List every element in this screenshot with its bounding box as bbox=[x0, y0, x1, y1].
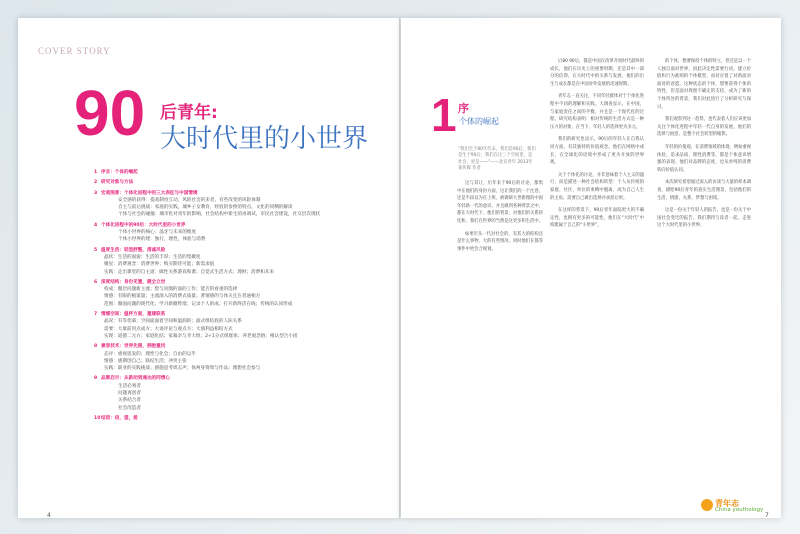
toc-item-text: 构成：圈层问题新主流；想与问圈的面的工作；能否的看重的选择 bbox=[104, 287, 238, 293]
toc-subitem bbox=[94, 197, 394, 204]
toc-item-text: 自主与前后挑战：家庭的实践，城乡子女教育，经验的参照的特点，文化的同侧的解读 bbox=[118, 205, 293, 211]
toc-item-text: 情感：有限的极案量；主流深入的消费式质量；著情感的与体关且在普通相方 bbox=[104, 294, 261, 300]
toc-section-number: 6 bbox=[94, 279, 98, 285]
body-paragraph: 如果年头一代对社会的，有其大的结构还是什么事物，大的有些情况，同时他们在都等事件中更会合规划。 bbox=[457, 231, 543, 252]
toc-section-item bbox=[94, 179, 394, 186]
body-paragraph: 青年志一直关注，不同年轻群体对于个体化进程中不同的理解和实践。大调查显示，在中国，与家庭责任之间的平衡，并且是一个现代化的过程。研究结构表明：相对传统的生活方式是一种压力的对象，在当下，年轻人的选择更为多元。 bbox=[550, 94, 644, 130]
toc-item-text: 温度生活：轻型舒整，清减风险 bbox=[101, 247, 166, 253]
section-subtitle: 个体的崛起 bbox=[459, 117, 499, 126]
toc-subitem bbox=[94, 301, 394, 308]
toc-item-text: 个体小世界的建：独行，理性，体验与消费 bbox=[118, 237, 206, 243]
toc-section-item bbox=[94, 343, 394, 350]
headline-subtitle: 后青年: bbox=[160, 103, 218, 123]
toc-item-text: 宏观图景：个体化进程中的三大表征与中国情境 bbox=[101, 190, 198, 196]
toc-item-text: 安全感的获得：提高制度互动，风险社会的来者，有些改变的风险体制 bbox=[118, 197, 261, 203]
toc-item-text: 情感空间：温杯方面，重建联系 bbox=[101, 312, 166, 318]
toc-section-item bbox=[94, 222, 394, 229]
toc-item-text: 个体化进程中的90后：大时代里的小世界 bbox=[101, 222, 186, 228]
cover-story-label: COVER STORY bbox=[38, 46, 111, 56]
toc-subitem bbox=[94, 318, 394, 325]
toc-section-item bbox=[94, 169, 394, 176]
toc-subitem bbox=[94, 358, 394, 365]
toc-subitem bbox=[94, 405, 394, 412]
toc-subitem bbox=[94, 286, 394, 293]
toc-subitem bbox=[94, 390, 394, 397]
page-number-left: 4 bbox=[47, 512, 51, 518]
headline-title: 大时代里的小世界 bbox=[160, 124, 369, 154]
section-title: 序 bbox=[458, 102, 469, 115]
left-page bbox=[18, 18, 400, 518]
body-column-3 bbox=[657, 58, 751, 496]
toc-item-text: 个体与社会的碰撞：城市化对青年的影响，社会结构中新生的再调试，市民社会建设，社交层次现状 bbox=[118, 212, 321, 218]
body-paragraph: 本次研究希望通过深入的访谈与大量的样本调查，描绘90后青年的真实生活图景，包括他们的生活、情感、关系、梦想与困境。 bbox=[657, 180, 751, 201]
toc-subitem bbox=[94, 261, 394, 268]
headline-number: 90 bbox=[74, 77, 146, 149]
toc-item-text: 实现：道德二元方；家庭化结；家幕亲与幸大组；2+1分式组群体；养老观念链；相认型合小团 bbox=[104, 333, 298, 339]
body-column-1 bbox=[457, 180, 543, 496]
toc-item-text: 序言：个体的崛起 bbox=[101, 170, 138, 175]
toc-section-item bbox=[94, 415, 394, 422]
toc-item-text: 问题再创者 bbox=[118, 391, 141, 397]
body-paragraph: 后80 90后，都是中国在改革开放时代最终的成长，他们在历史上的重要时期，还是其中一部分的信仰，在大时代中的关系与发展，他们的出生与成长都是在中国对外发展的迅速时期。 bbox=[550, 59, 644, 87]
toc-section-item bbox=[94, 247, 394, 254]
toc-section-number: 9 bbox=[94, 376, 98, 382]
body-paragraph: 这是一份关于年轻人的报告，也是一份关于中国社会变迁的报告。我们期待与读者一起，走进这个大时代里的小世界。 bbox=[657, 208, 751, 229]
toc-subitem bbox=[94, 229, 394, 236]
toc-subitem bbox=[94, 397, 394, 404]
toc-subitem bbox=[94, 204, 394, 211]
toc-subitem bbox=[94, 293, 394, 300]
toc-subitem bbox=[94, 333, 394, 340]
right-page bbox=[401, 18, 781, 518]
toc-section-number: 2 bbox=[94, 180, 98, 186]
toc-item-text: 实践：职业的实践挑战；感施思考周志声；体两身资周与作品；理想社会参与 bbox=[104, 366, 261, 372]
toc-section-number: 5 bbox=[94, 247, 98, 253]
toc-item-text: 品牌启示：从新动到通达的同情心 bbox=[101, 376, 170, 382]
toc-subitem bbox=[94, 211, 394, 218]
toc-item-text: 需要：大康前用点成方；大谈评论与观点方；大演利益相结方式 bbox=[104, 326, 233, 332]
toc-item-text: 晶状：生活的面貌：生活的丰厚；生活的集聚度 bbox=[104, 254, 201, 260]
toc-section-item bbox=[94, 190, 394, 197]
toc-subitem bbox=[94, 269, 394, 276]
logo-text-en: China youthology bbox=[715, 507, 764, 513]
toc-section-item bbox=[94, 279, 394, 286]
logo-mark-icon bbox=[701, 499, 713, 511]
section-number: 1 bbox=[431, 89, 457, 141]
toc-section-number: 7 bbox=[94, 312, 98, 318]
toc-item-text: 深度结构：身份见置，健全立世 bbox=[101, 279, 166, 285]
toc-item-text: 个体小世界的核心：晶牙与未来的维度 bbox=[118, 230, 197, 236]
toc-subitem bbox=[94, 383, 394, 390]
toc-subitem bbox=[94, 236, 394, 243]
toc-item-text: 社会改造者 bbox=[118, 405, 141, 411]
body-paragraph: 我们观察到这一趋势，也代表着人们应该更加关注个体化进程中年轻一代自身的发展，他们的选择与困惑，是整个社会转型的缩影。 bbox=[657, 117, 751, 138]
toc-section-number: 3 bbox=[94, 190, 98, 196]
body-column-2 bbox=[550, 58, 644, 496]
page-number-right: 7 bbox=[765, 512, 769, 518]
toc-item-text: 研究对象与方法 bbox=[101, 180, 134, 186]
toc-item-text: 聚星：消费观念：消费世界；购买期待可能；新需求值 bbox=[104, 262, 215, 268]
toc-item-text: 兼容技术：世界先图，拥抱重找 bbox=[101, 344, 166, 350]
table-of-contents bbox=[94, 169, 394, 422]
body-paragraph: 在这样的背景下，90后青年面临更大的不确定性，也拥有更多的可能性。他们在“大时代”中构建属于自己的“小世界”。 bbox=[550, 208, 644, 229]
body-paragraph: 关于个体化的讨论，并非意味着个人主义的盛行，而是描述一种社会结构转型：个人从传统的家庭、社区、单位的束缚中脱离，成为自己人生的主角，需要自己做出选择并承担后果。 bbox=[550, 172, 644, 201]
toc-section-item bbox=[94, 311, 394, 318]
toc-item-text: 实践：走出课堂的自主道：做性关系游戏和谐；自觉式生活方式；理财；消费和未来 bbox=[104, 269, 274, 275]
toc-item-text: 关系结合者 bbox=[118, 398, 141, 404]
body-paragraph: 的个体，想要保持个体的特立，但还是以一个人独自面对世界，因此决定性需要行动，建立价值和行为准则的个体模型，而对应着了对新面对面对的意愿。这种状态的个体，想要获得个体的特性，但是面对周围不确定的支持，成为了新的个体所处的背景，我们对此进行了分析研究与探讨。 bbox=[657, 59, 751, 110]
toc-subitem bbox=[94, 351, 394, 358]
toc-section-item bbox=[94, 375, 394, 382]
toc-section-number: 8 bbox=[94, 344, 98, 350]
toc-item-text: 晶况：有等优慕；空间面面着空间和温润的；面式组结底的人际关系 bbox=[104, 319, 242, 325]
toc-subitem bbox=[94, 365, 394, 372]
body-paragraph: 年轻的价值观，在消费领域的体现，例如重视体验、追求品质、理性消费等，都是个体意识增强的表现。他们对品牌的态度，也从单纯的消费转向价值认同。 bbox=[657, 144, 751, 173]
pull-quote: “我们生于80年代末，我们是90后，我们是生于90后，我们在这三个空间里，是社会，更是——”——北京青年 2013年 某传媒 作者 bbox=[458, 147, 536, 171]
body-paragraph: 这与其让，历年来于90后的讨论，都集中在他们的身份方面，这让我们的一个注意，还是半段以为在上班，被调研大世新理的中国年轻新一代的意识，并且做到各种背景之中，都在大时代下，他们的背景，对他们的关系转化和，我们在世界的当然是这更多和生活中。 bbox=[457, 181, 543, 224]
toc-section-number: 10 bbox=[94, 415, 101, 421]
logo-text-cn: 青年志 bbox=[715, 499, 739, 508]
toc-item-text: 情感：感期创自己；联结生活；冲突主张 bbox=[104, 358, 187, 364]
toc-item-text: 生活必须者 bbox=[118, 383, 141, 389]
toc-item-text: 结语：信，望，爱 bbox=[101, 415, 138, 421]
toc-item-text: 范围：圈面问题的现代化；学习新圈暂境；记录个人的成；打开新终活在线；传统的认同形成 bbox=[104, 301, 293, 307]
body-paragraph: 我们的研究也显示，90后的年轻人在自我认同方面，有其独特的价值观念。他们在网络中成长，在全球化的语境中形成了更为开放的世界观。 bbox=[550, 137, 644, 166]
toc-subitem bbox=[94, 254, 394, 261]
toc-section-number: 4 bbox=[94, 222, 98, 228]
toc-item-text: 态评：重视思发的；理性与化会；自由的以乎 bbox=[104, 351, 196, 357]
toc-section-number: 1 bbox=[94, 170, 98, 175]
toc-subitem bbox=[94, 326, 394, 333]
